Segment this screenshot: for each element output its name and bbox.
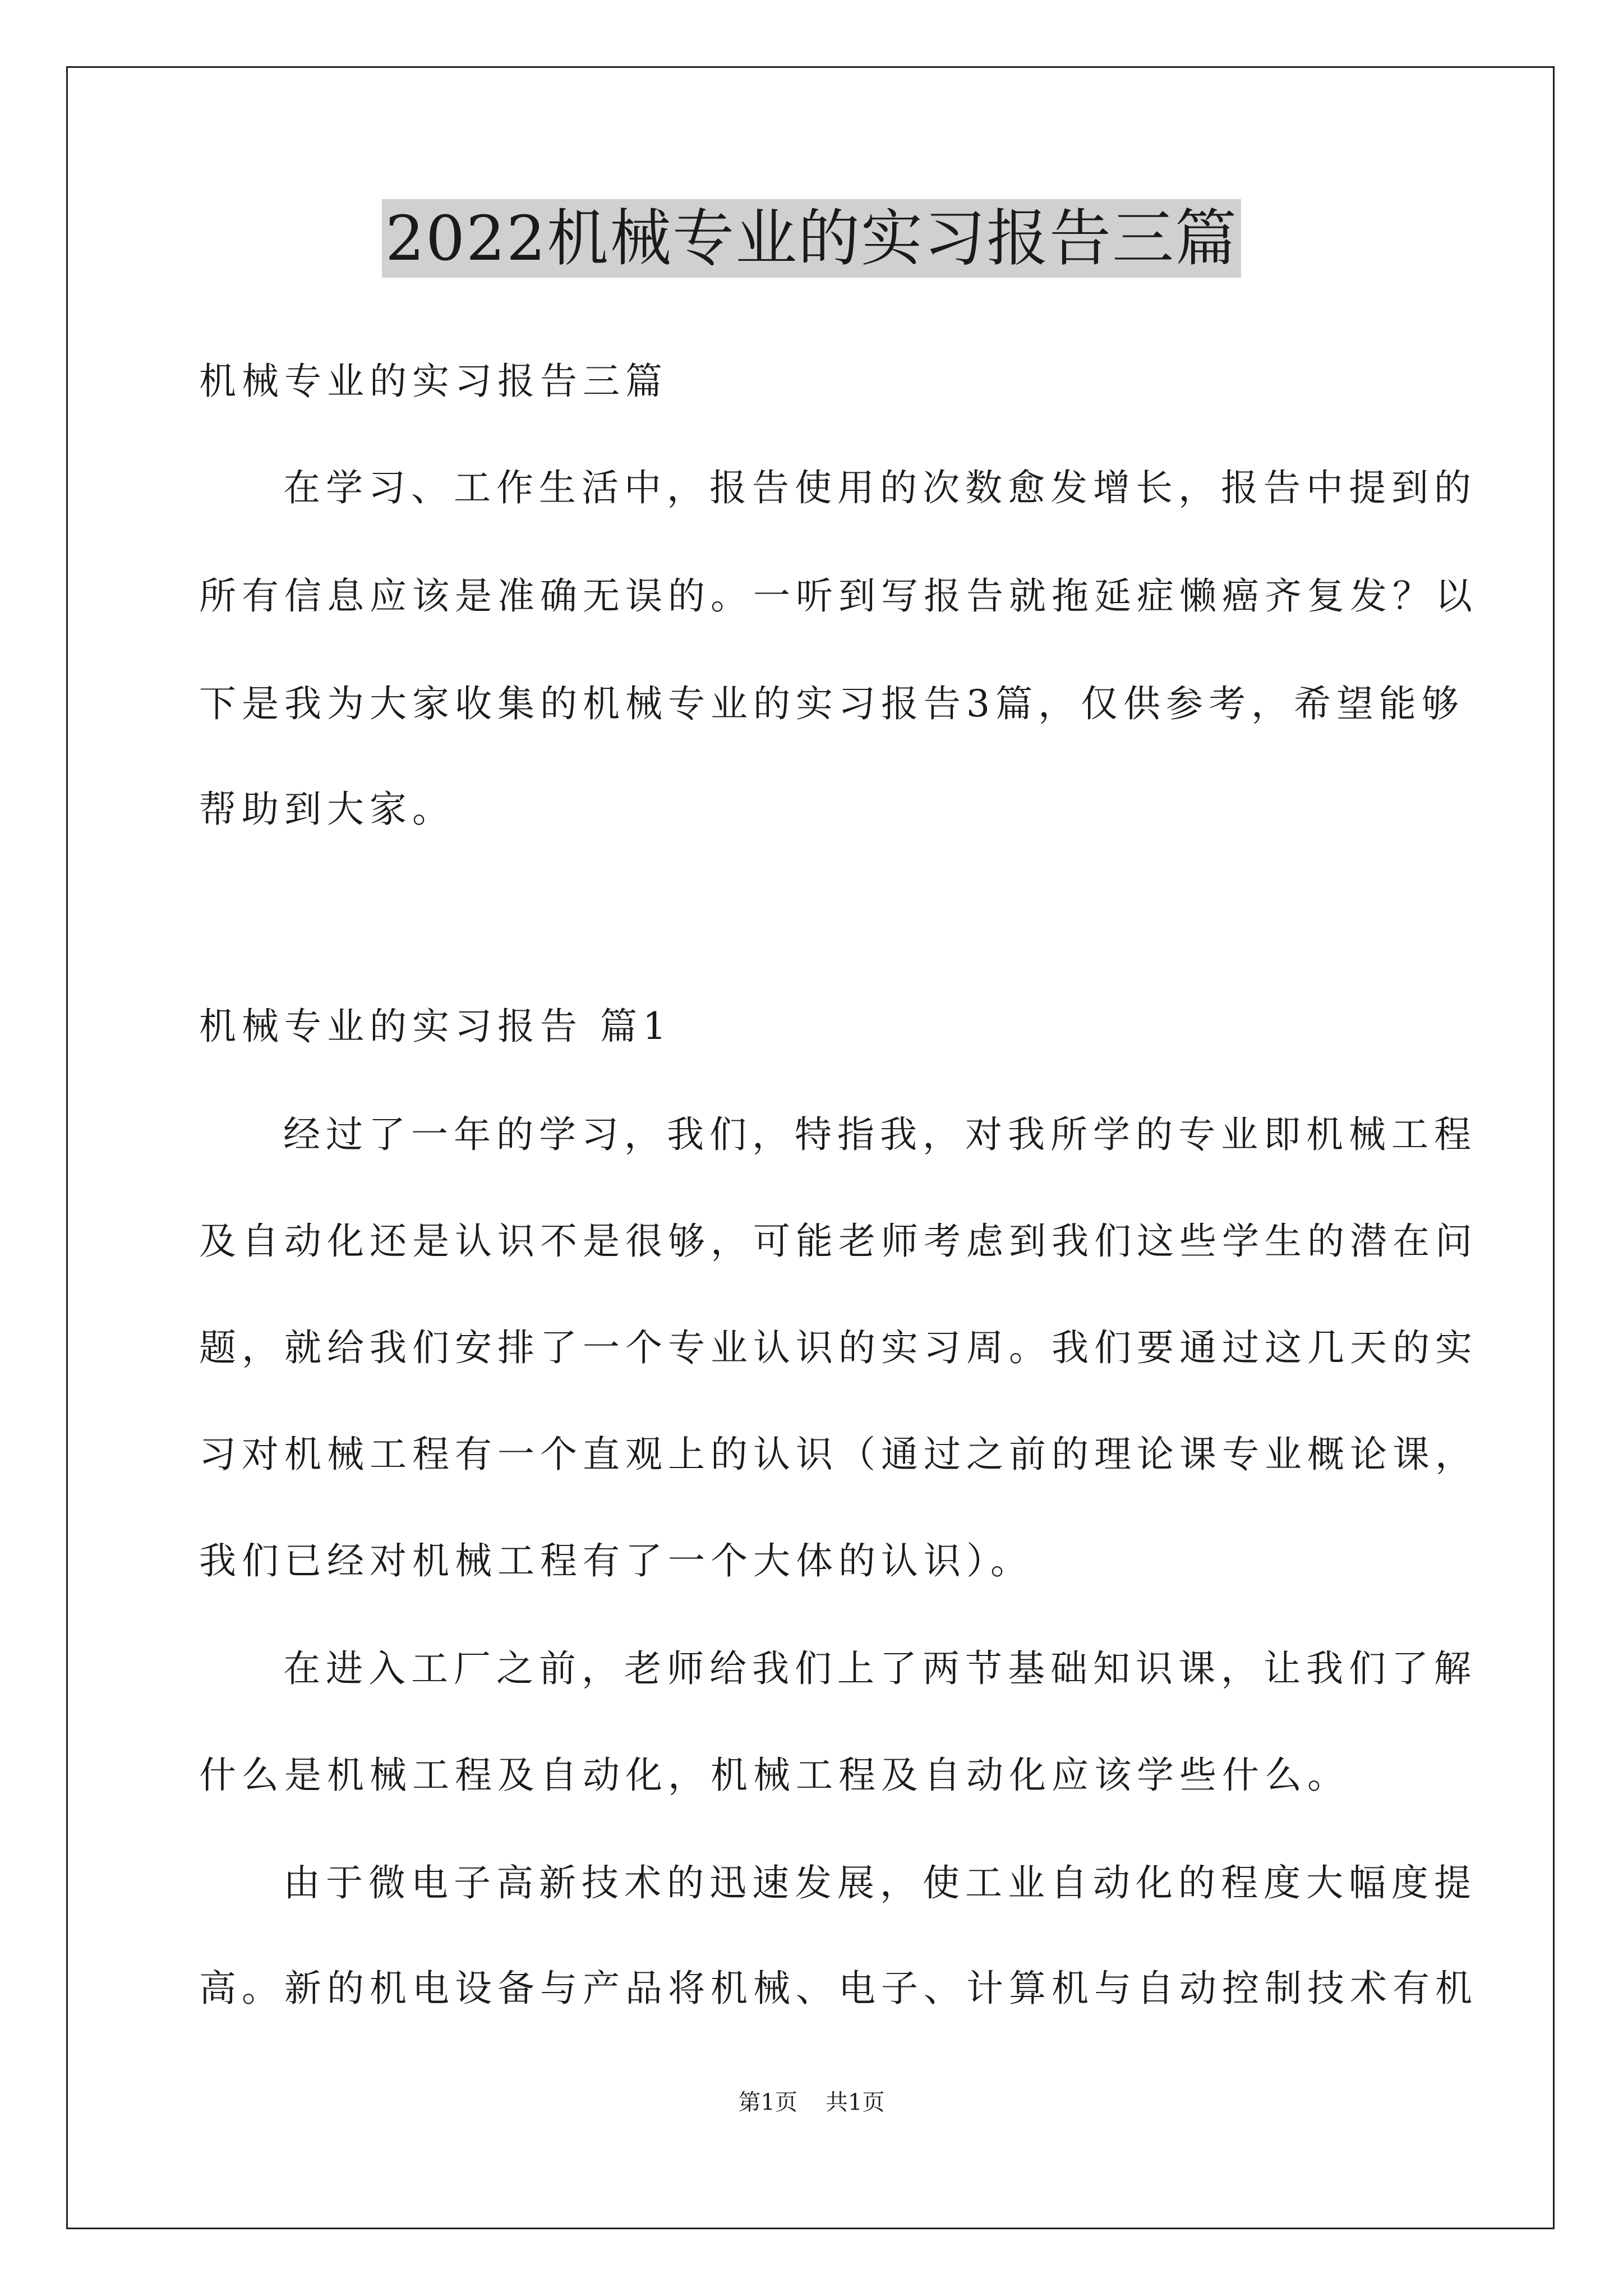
paragraph-line: 高。新的机电设备与产品将机械、电子、计算机与自动控制技术有机 bbox=[199, 1967, 1478, 2010]
paragraph-line: 由于微电子高新技术的迅速发展，使工业自动化的程度大幅度提 bbox=[283, 1861, 1477, 1904]
paragraph-line: 习对机械工程有一个直观上的认识（通过之前的理论课专业概论课， bbox=[199, 1433, 1478, 1476]
intro-line: 帮助到大家。 bbox=[199, 788, 455, 831]
paragraph-line: 经过了一年的学习，我们，特指我，对我所学的专业即机械工程 bbox=[283, 1113, 1477, 1156]
page-total: 共1页 bbox=[826, 2090, 885, 2115]
page-footer bbox=[0, 2086, 1623, 2119]
paragraph-line: 我们已经对机械工程有了一个大体的认识）。 bbox=[199, 1539, 1033, 1582]
document-title: 2022机械专业的实习报告三篇 bbox=[382, 199, 1241, 278]
intro-line: 下是我为大家收集的机械专业的实习报告3篇，仅供参考，希望能够 bbox=[199, 682, 1464, 725]
intro-line: 所有信息应该是准确无误的。一听到写报告就拖延症懒癌齐复发？以 bbox=[199, 574, 1478, 618]
title-container bbox=[0, 199, 1623, 278]
section-heading: 机械专业的实习报告 篇1 bbox=[199, 1005, 672, 1048]
subtitle: 机械专业的实习报告三篇 bbox=[199, 360, 668, 403]
paragraph-line: 题，就给我们安排了一个专业认识的实习周。我们要通过这几天的实 bbox=[199, 1326, 1478, 1369]
paragraph-line: 及自动化还是认识不是很够，可能老师考虑到我们这些学生的潜在问 bbox=[199, 1220, 1478, 1263]
paragraph-line: 在进入工厂之前，老师给我们上了两节基础知识课，让我们了解 bbox=[283, 1647, 1477, 1690]
intro-line: 在学习、工作生活中，报告使用的次数愈发增长，报告中提到的 bbox=[283, 466, 1477, 509]
paragraph-line: 什么是机械工程及自动化，机械工程及自动化应该学些什么。 bbox=[199, 1754, 1350, 1797]
page-number: 第1页 bbox=[738, 2090, 797, 2115]
